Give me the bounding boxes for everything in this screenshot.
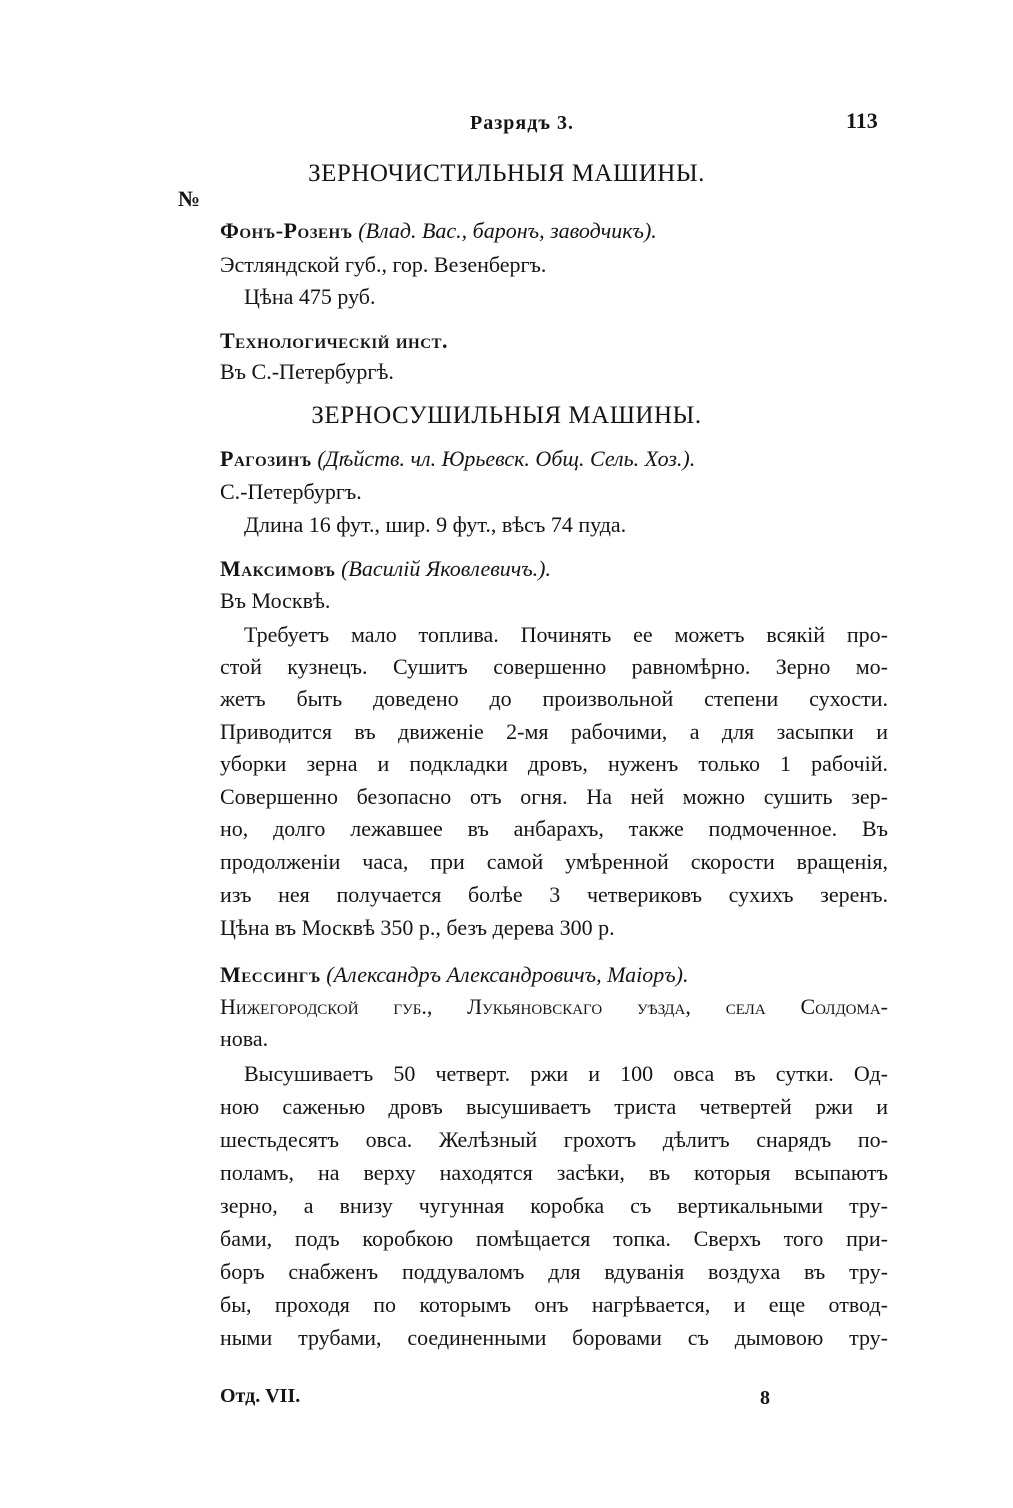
description-line: бами, подъ коробкою помѣщается топка. Сверхъ того при-: [220, 1226, 888, 1251]
description-line: Требуетъ мало топлива. Починять ее можетъ всякій про-: [244, 622, 888, 647]
exhibitor-location: Нижегородской губ., Лукьяновскаго уѣзда, села Солдома-: [220, 994, 888, 1019]
description-line: Приводится въ движеніе 2-мя рабочими, а для засыпки и: [220, 719, 888, 744]
entry-note: Цѣна 475 руб.: [244, 284, 376, 309]
description-line: шестьдесятъ овса. Желѣзный грохотъ дѣлитъ снарядъ по-: [220, 1127, 888, 1152]
entry-heading: [220, 218, 657, 244]
exhibitor-name: Фонъ-Розенъ: [220, 218, 353, 243]
section-title-grain-drying: ЗЕРНОСУШИЛЬНЫЯ МАШИНЫ.: [311, 402, 702, 429]
description-line: жетъ быть доведено до произвольной степени сухости.: [220, 686, 888, 711]
exhibitor-location: Въ Москвѣ.: [220, 588, 331, 613]
exhibitor-location: Въ С.-Петербургѣ.: [220, 359, 394, 384]
entry-heading: [220, 556, 551, 582]
section-title-grain-cleaning: ЗЕРНОЧИСТИЛЬНЫЯ МАШИНЫ.: [308, 160, 705, 187]
description-line: продолженіи часа, при самой умѣренной скорости вращенія,: [220, 849, 888, 874]
description-line: стой кузнецъ. Сушитъ совершенно равномѣрно. Зерно мо-: [220, 654, 888, 679]
exhibitor-details: (Влад. Вас., баронъ, заводчикъ).: [358, 218, 657, 243]
number-mark: №: [178, 186, 201, 211]
description-line: бы, проходя по которымъ онъ нагрѣвается, и еще отвод-: [220, 1292, 888, 1317]
exhibitor-location: Эстляндской губ., гор. Везенбергъ.: [220, 252, 547, 277]
exhibitor-name: Мессингъ: [220, 962, 321, 987]
entry-heading: [220, 962, 688, 988]
page-number: 113: [846, 108, 878, 133]
exhibitor-details: (Александръ Александровичъ, Маіоръ).: [326, 962, 689, 987]
description-line: Цѣна въ Москвѣ 350 р., безъ дерева 300 р.: [220, 915, 615, 940]
exhibitor-details: (Дѣйств. чл. Юрьевск. Общ. Сель. Хоз.).: [317, 446, 696, 471]
exhibitor-name: Технологическій инст.: [220, 328, 449, 353]
running-head: Разрядъ 3.: [470, 112, 574, 134]
exhibitor-location: С.-Петербургъ.: [220, 479, 362, 504]
description-line: боръ снабженъ поддуваломъ для вдуванія воздуха въ тру-: [220, 1259, 888, 1284]
description-line: изъ нея получается болѣе 3 четвериковъ сухихъ зеренъ.: [220, 882, 888, 907]
exhibitor-location: нова.: [220, 1026, 269, 1051]
exhibitor-name: Рагозинъ: [220, 446, 312, 471]
description-line: поламъ, на верху находятся засѣки, въ которыя всыпаютъ: [220, 1160, 888, 1185]
exhibitor-details: (Василій Яковлевичъ.).: [341, 556, 552, 581]
description-line: Совершенно безопасно отъ огня. На ней можно сушить зер-: [220, 784, 888, 809]
description-line: ною саженью дровъ высушиваетъ триста четвертей ржи и: [220, 1094, 888, 1119]
exhibitor-name: Максимовъ: [220, 556, 336, 581]
entry-note: Длина 16 фут., шир. 9 фут., вѣсъ 74 пуда.: [244, 512, 627, 537]
description-line: зерно, а внизу чугунная коробка съ вертикальными тру-: [220, 1193, 888, 1218]
footer-sheet-number: 8: [760, 1387, 770, 1409]
entry-heading: [220, 446, 695, 472]
footer-signature: Отд. VII.: [220, 1385, 301, 1407]
description-line: ными трубами, соединенными боровами съ дымовою тру-: [220, 1325, 888, 1350]
entry-heading: [220, 328, 448, 354]
description-line: Высушиваетъ 50 четверт. ржи и 100 овса въ сутки. Од-: [244, 1061, 888, 1086]
description-line: уборки зерна и подкладки дровъ, нуженъ только 1 рабочій.: [220, 751, 888, 776]
description-line: но, долго лежавшее въ анбарахъ, также подмоченное. Въ: [220, 816, 888, 841]
